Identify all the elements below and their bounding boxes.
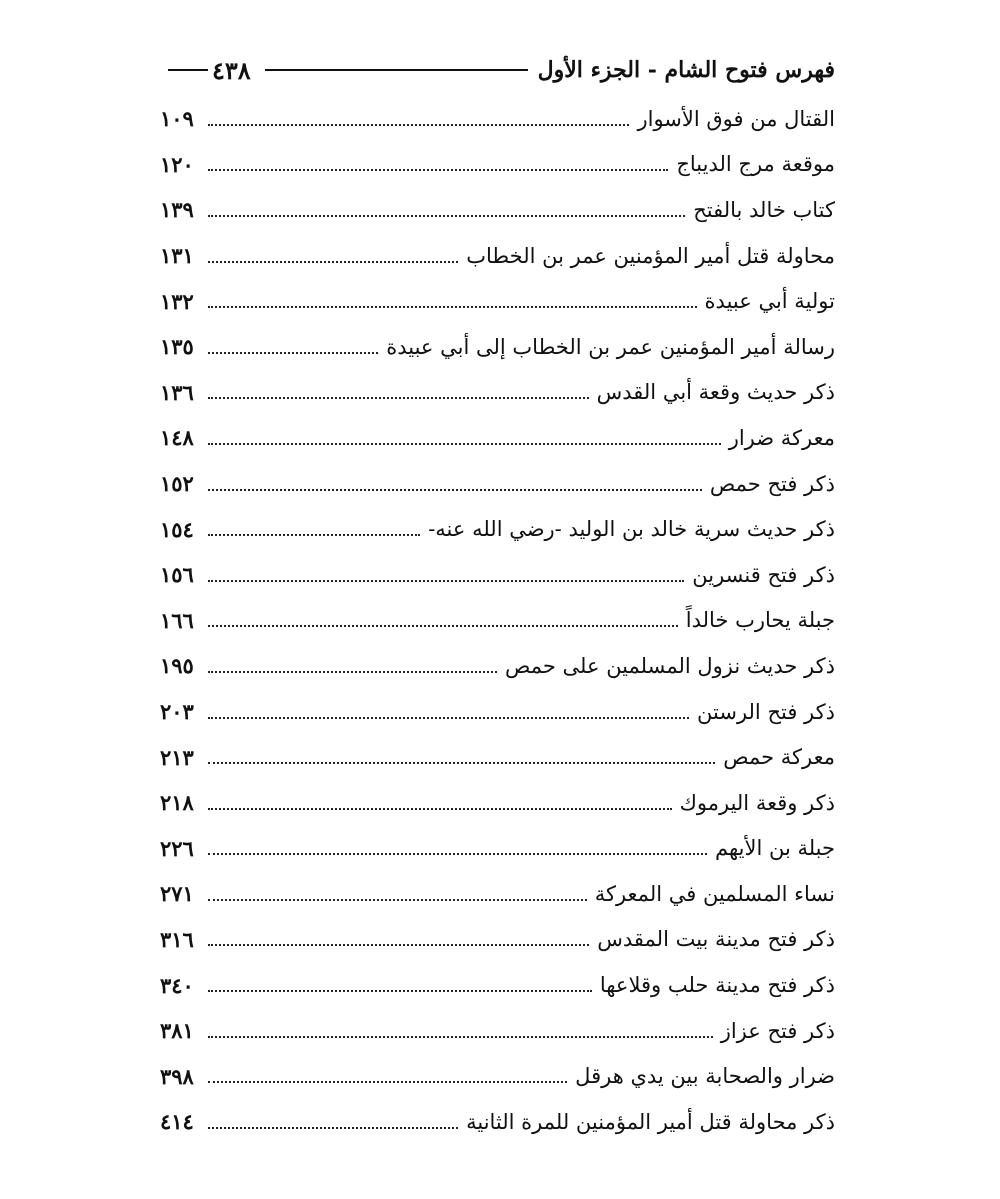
toc-entry-title: ذكر حديث نزول المسلمين على حمص bbox=[505, 653, 835, 678]
dot-leader bbox=[208, 169, 668, 171]
toc-entry-title: ذكر فتح مدينة حلب وقلاعها bbox=[599, 973, 835, 998]
toc-entry-page: ٣٩٨ bbox=[160, 1063, 194, 1089]
dot-leader bbox=[208, 397, 589, 399]
toc-entry-title: جبلة بن الأيهم bbox=[714, 836, 835, 861]
dot-leader bbox=[208, 215, 685, 217]
toc-entry bbox=[160, 917, 835, 963]
toc-entry bbox=[160, 871, 835, 917]
toc-entry bbox=[160, 734, 835, 780]
toc-entry-page: ١٣٢ bbox=[160, 288, 194, 314]
toc-entry-page: ٣٨١ bbox=[160, 1018, 194, 1044]
toc-entry-page: ١٩٥ bbox=[160, 653, 194, 679]
toc-entry-title: موقعة مرج الديباج bbox=[676, 152, 835, 177]
dot-leader bbox=[208, 443, 721, 445]
dot-leader bbox=[208, 944, 589, 946]
toc-entry-title: محاولة قتل أمير المؤمنين عمر بن الخطاب bbox=[466, 243, 835, 268]
toc-entry bbox=[160, 506, 835, 552]
dot-leader bbox=[208, 1127, 458, 1129]
toc-entry-page: ٤١٤ bbox=[160, 1109, 194, 1135]
toc-entry bbox=[160, 689, 835, 735]
toc-entry-page: ١٦٦ bbox=[160, 607, 194, 633]
toc-entry-title: رسالة أمير المؤمنين عمر بن الخطاب إلى أبي عبيدة bbox=[386, 334, 835, 359]
toc-entry-title: معركة ضرار bbox=[728, 425, 835, 450]
dot-leader bbox=[208, 1036, 713, 1038]
toc-entry-page: ٢١٨ bbox=[160, 790, 194, 816]
toc-entry-page: ٣٤٠ bbox=[160, 972, 194, 998]
dot-leader bbox=[208, 1081, 567, 1083]
dot-leader bbox=[208, 625, 678, 627]
page-number: ٤٣٨ bbox=[212, 55, 251, 85]
toc-entry-page: ١٣١ bbox=[160, 243, 194, 269]
toc-entry-title: كتاب خالد بالفتح bbox=[693, 197, 835, 222]
toc-entry-title: ذكر حديث وقعة أبي القدس bbox=[596, 380, 835, 405]
running-title: فهرس فتوح الشام - الجزء الأول bbox=[537, 57, 835, 83]
dot-leader bbox=[208, 717, 689, 719]
toc-entry bbox=[160, 1008, 835, 1054]
toc-entry-page: ١٤٨ bbox=[160, 425, 194, 451]
toc-entry bbox=[160, 233, 835, 279]
dot-leader bbox=[208, 762, 715, 764]
header-rule-long bbox=[265, 69, 528, 71]
toc-entry-page: ١٥٤ bbox=[160, 516, 194, 542]
toc-entry bbox=[160, 415, 835, 461]
toc-entry bbox=[160, 142, 835, 188]
toc-entry-title: تولية أبي عبيدة bbox=[704, 289, 835, 314]
toc-entry-title: ذكر محاولة قتل أمير المؤمنين للمرة الثانية bbox=[466, 1109, 835, 1134]
toc-entry-page: ١٣٦ bbox=[160, 379, 194, 405]
toc-entry-title: ذكر فتح عزاز bbox=[720, 1018, 835, 1043]
toc-entry-page: ١٣٩ bbox=[160, 197, 194, 223]
toc-entry-page: ٢٢٦ bbox=[160, 835, 194, 861]
toc-entry bbox=[160, 1053, 835, 1099]
toc-entry-page: ٢٠٣ bbox=[160, 699, 194, 725]
header-rule-short bbox=[168, 69, 208, 71]
toc-entry bbox=[160, 962, 835, 1008]
toc-entry-title: معركة حمص bbox=[723, 745, 835, 770]
toc-entry-page: ١٥٦ bbox=[160, 562, 194, 588]
toc-entry-page: ١٠٩ bbox=[160, 106, 194, 132]
toc-entry-title: القتال من فوق الأسوار bbox=[637, 106, 835, 131]
toc-entry bbox=[160, 598, 835, 644]
toc-entry-title: ذكر حديث سرية خالد بن الوليد -رضي الله عنه- bbox=[428, 517, 835, 542]
toc-entry-page: ١٥٢ bbox=[160, 471, 194, 497]
toc-entry-title: نساء المسلمين في المعركة bbox=[594, 881, 835, 906]
toc-entry bbox=[160, 187, 835, 233]
toc-entry-title: ذكر وقعة اليرموك bbox=[679, 790, 835, 815]
toc-entry bbox=[160, 278, 835, 324]
toc-entry-title: ضرار والصحابة بين يدي هرقل bbox=[575, 1064, 835, 1089]
toc-entry bbox=[160, 461, 835, 507]
toc-entry-page: ٢١٣ bbox=[160, 744, 194, 770]
page-header bbox=[160, 52, 835, 88]
dot-leader bbox=[208, 124, 629, 126]
dot-leader bbox=[208, 853, 707, 855]
toc-entry bbox=[160, 370, 835, 416]
table-of-contents bbox=[160, 96, 835, 1145]
dot-leader bbox=[208, 306, 697, 308]
toc-entry bbox=[160, 324, 835, 370]
dot-leader bbox=[208, 352, 378, 354]
dot-leader bbox=[208, 899, 587, 901]
toc-entry-page: ٣١٦ bbox=[160, 926, 194, 952]
toc-entry-page: ٢٧١ bbox=[160, 881, 194, 907]
dot-leader bbox=[208, 990, 592, 992]
toc-entry-title: ذكر فتح مدينة بيت المقدس bbox=[597, 927, 835, 952]
toc-entry bbox=[160, 1099, 835, 1145]
dot-leader bbox=[208, 489, 702, 491]
toc-entry bbox=[160, 826, 835, 872]
dot-leader bbox=[208, 580, 684, 582]
dot-leader bbox=[208, 261, 458, 263]
toc-entry-title: جبلة يحارب خالداً bbox=[685, 608, 835, 633]
toc-entry-title: ذكر فتح الرستن bbox=[697, 699, 835, 724]
dot-leader bbox=[208, 808, 672, 810]
toc-entry-page: ١٢٠ bbox=[160, 151, 194, 177]
toc-entry-title: ذكر فتح قنسرين bbox=[692, 562, 835, 587]
toc-entry bbox=[160, 552, 835, 598]
dot-leader bbox=[208, 671, 497, 673]
toc-entry-page: ١٣٥ bbox=[160, 334, 194, 360]
toc-entry-title: ذكر فتح حمص bbox=[709, 471, 835, 496]
toc-entry bbox=[160, 643, 835, 689]
toc-entry bbox=[160, 780, 835, 826]
dot-leader bbox=[208, 534, 420, 536]
toc-entry bbox=[160, 96, 835, 142]
